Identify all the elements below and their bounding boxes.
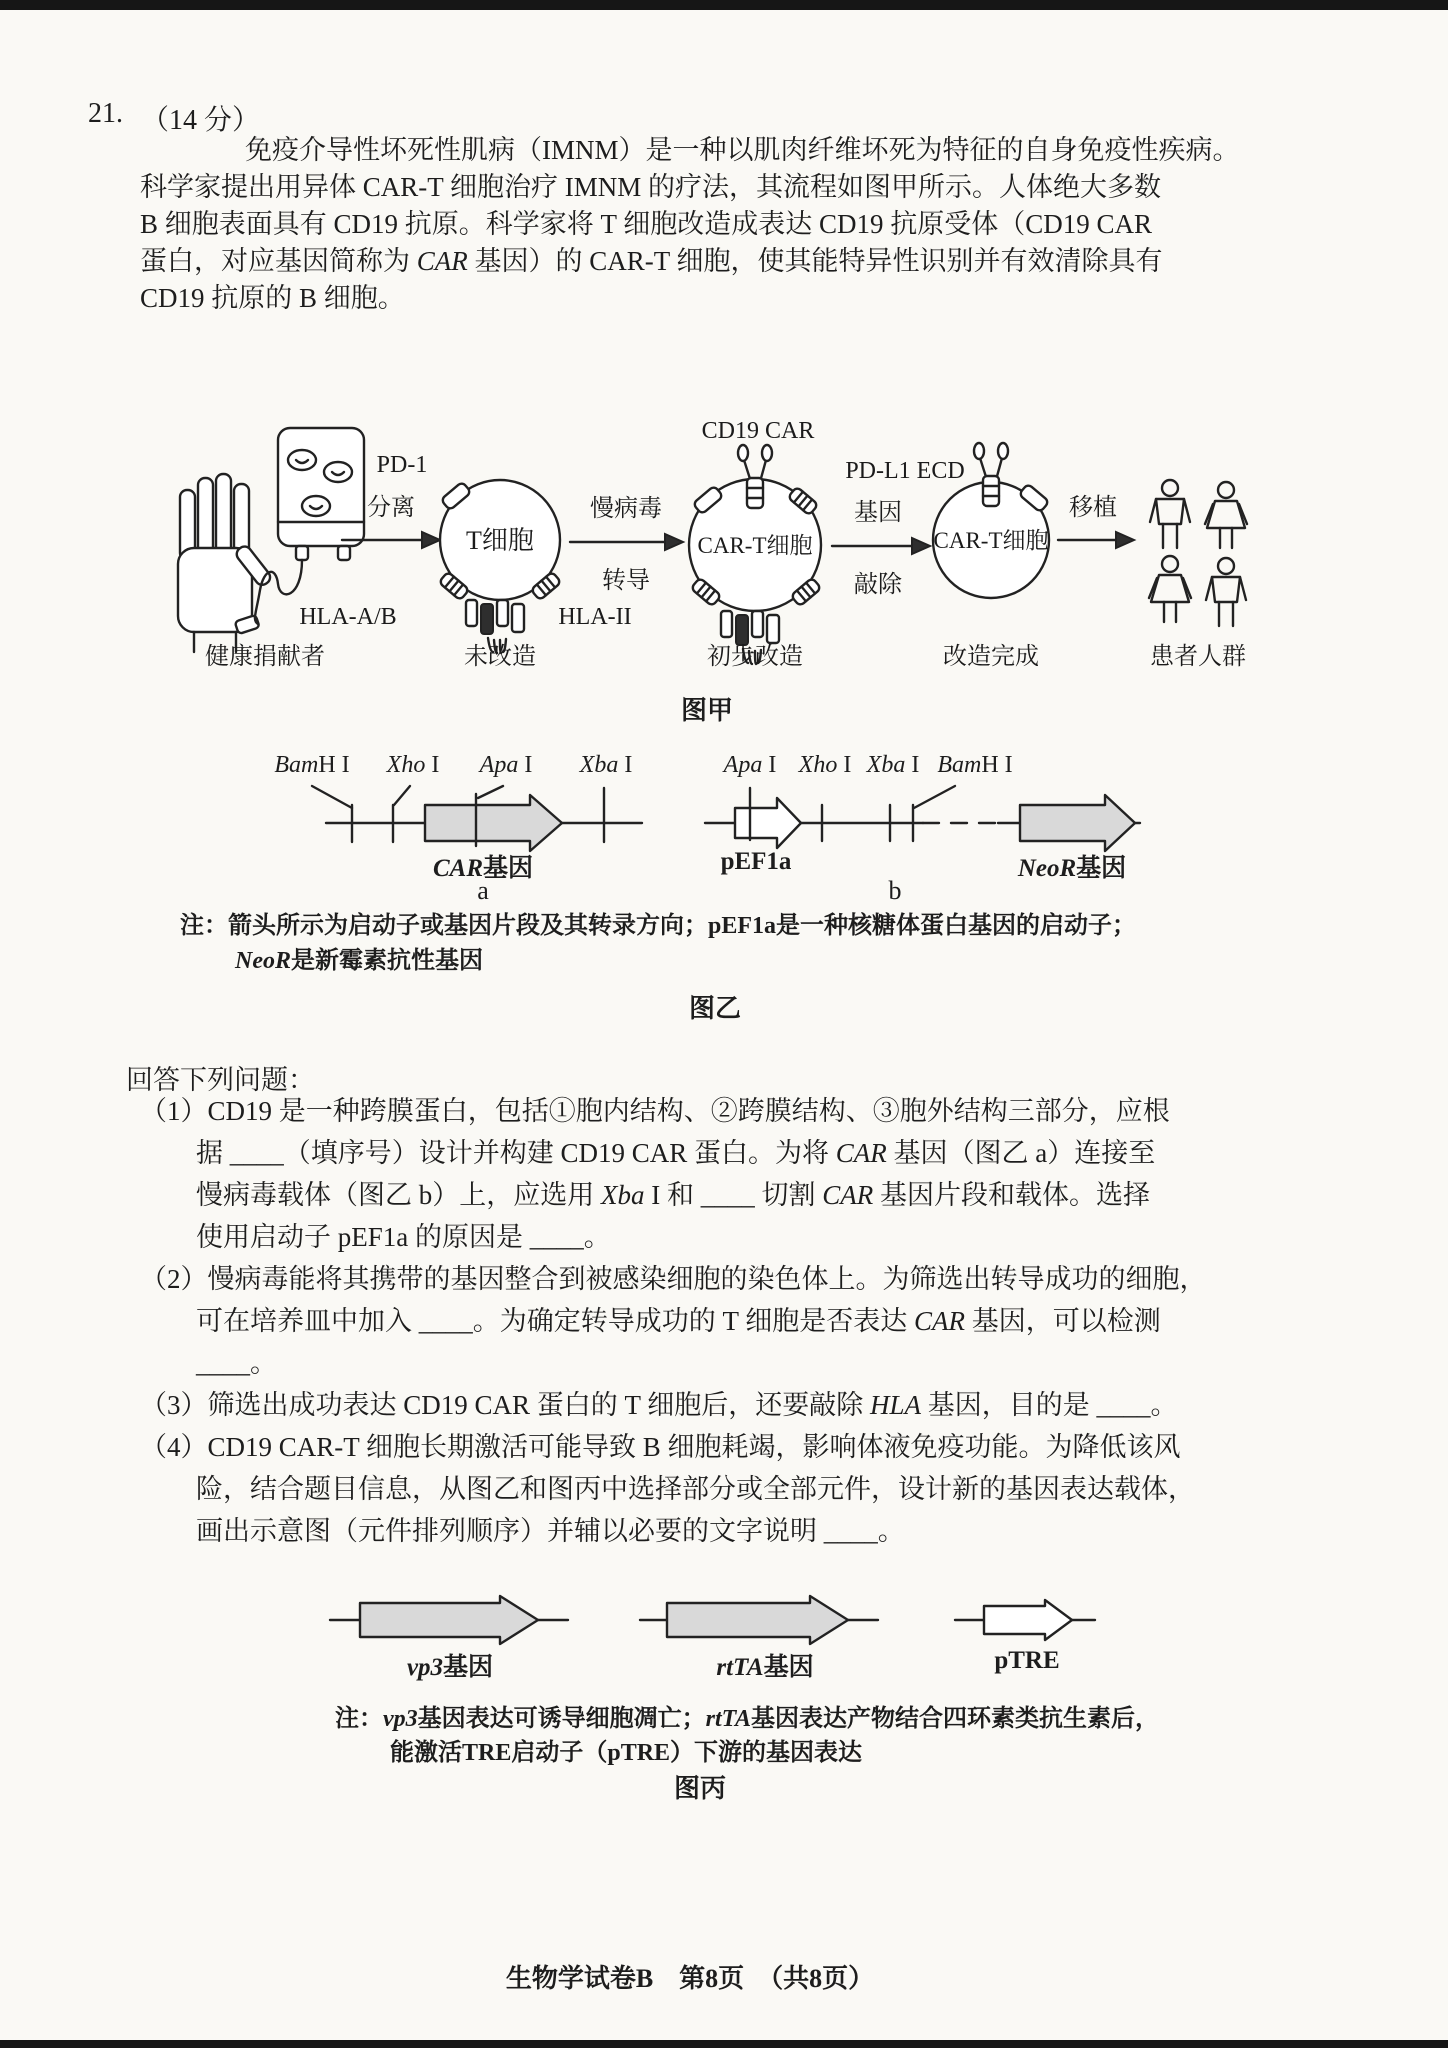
question-line: 使用启动子 pEF1a 的原因是 ____。 — [196, 1222, 611, 1252]
site-bamhi-a: BamH I — [274, 752, 350, 778]
t-cell-icon — [439, 480, 561, 653]
arrow-lentivirus-label-1: 慢病毒 — [590, 496, 662, 522]
question-number: 21. — [88, 98, 123, 129]
vp3-gene-arrow — [330, 1596, 568, 1644]
arrow-transplant-label: 移植 — [1069, 495, 1117, 521]
site-xbai-a: Xba I — [579, 752, 633, 778]
site-xhoi-b: Xho I — [798, 752, 852, 778]
arrow-lentivirus-label-2: 转导 — [602, 568, 650, 594]
arrow-separate-label: 分离 — [367, 495, 415, 521]
page-footer: 生物学试卷B 第8页 （共8页） — [505, 1964, 875, 1993]
site-apai-a: Apa I — [479, 752, 533, 778]
question-line: （2）慢病毒能将其携带的基因整合到被感染细胞的染色体上。为筛选出转导成功的细胞， — [140, 1264, 1207, 1294]
scan-edge-bottom — [0, 2040, 1448, 2048]
question-line: 据 ____（填序号）设计并构建 CD19 CAR 蛋白。为将 CAR 基因（图乙 a）连接至 — [196, 1138, 1156, 1168]
question-line: 险，结合题目信息，从图乙和图丙中选择部分或全部元件，设计新的基因表达载体， — [196, 1474, 1195, 1504]
site-xbai-b: Xba I — [866, 752, 920, 778]
pef1a-label: pEF1a — [720, 848, 792, 875]
question-line: （4）CD19 CAR-T 细胞长期激活可能导致 B 细胞耗竭，影响体液免疫功能。为降低该风 — [140, 1432, 1181, 1462]
figure-jia — [150, 420, 1310, 680]
figure-yi — [200, 750, 1190, 910]
question-line: （3）筛选出成功表达 CD19 CAR 蛋白的 T 细胞后，还要敲除 HLA 基因，目的是 ____。 — [140, 1390, 1178, 1420]
figure-bing-caption: 图丙 — [673, 1774, 726, 1803]
site-apai-b: Apa I — [723, 752, 777, 778]
question-line: （1）CD19 是一种跨膜蛋白，包括①胞内结构、②跨膜结构、③胞外结构三部分，应根 — [140, 1096, 1170, 1126]
t-cell-label: T细胞 — [466, 526, 534, 555]
intro-line: 蛋白，对应基因简称为 CAR 基因）的 CAR-T 细胞，使其能特异性识别并有效清除具有 — [140, 246, 1163, 276]
figure-yi-note-line1: 注：箭头所示为启动子或基因片段及其转录方向；pEF1a是一种核糖体蛋白基因的启动子； — [180, 913, 1137, 939]
construct-b-tag: b — [888, 876, 902, 905]
arrow-transplant — [1058, 532, 1134, 548]
construct-a-tag: a — [477, 876, 489, 905]
rtta-gene-label: rtTA基因 — [716, 1654, 814, 1681]
intro-line: 免疫介导性坏死性肌病（IMNM）是一种以肌肉纤维坏死为特征的自身免疫性疾病。 — [245, 135, 1240, 165]
car-gene-label: CAR基因 — [432, 855, 534, 882]
stage-complete-label: 改造完成 — [943, 644, 1039, 670]
arrow-lentivirus — [570, 534, 683, 550]
intro-line: B 细胞表面具有 CD19 抗原。科学家将 T 细胞改造成表达 CD19 抗原受体（CD19 CAR — [140, 209, 1153, 239]
question-line: ____。 — [196, 1348, 277, 1378]
answer-prompt: 回答下列问题： — [126, 1065, 315, 1095]
scan-edge-top — [0, 0, 1448, 10]
cd19-car-label: CD19 CAR — [701, 418, 815, 444]
patients-icon — [1149, 480, 1247, 626]
site-xhoi-a: Xho I — [386, 752, 440, 778]
questions-block — [140, 1090, 1400, 1552]
car-gene-arrow — [425, 795, 562, 851]
hand-icon — [178, 474, 273, 652]
neor-gene-label: NeoR基因 — [1017, 855, 1127, 882]
arrow-knockout-label-1: 基因 — [854, 500, 902, 526]
rtta-gene-arrow — [640, 1596, 878, 1644]
intro-line: CD19 抗原的 B 细胞。 — [140, 283, 405, 313]
question-line: 慢病毒载体（图乙 b）上，应选用 Xba I 和 ____ 切割 CAR 基因片段和载体。选择 — [196, 1180, 1150, 1210]
donor-label: 健康捐献者 — [205, 644, 325, 670]
hla-ab-label: HLA-A/B — [299, 604, 397, 630]
figure-jia-caption: 图甲 — [680, 696, 733, 725]
car-t-cell-final-label: CAR-T细胞 — [933, 528, 1049, 553]
figure-yi-caption: 图乙 — [688, 994, 741, 1023]
question-score: （14 分） — [141, 105, 261, 136]
car-t-cell-label: CAR-T细胞 — [697, 533, 813, 558]
ptre-label: pTRE — [994, 1647, 1060, 1674]
construct-a-drawing — [312, 786, 642, 851]
figure-bing-note-line1: 注：vp3基因表达可诱导细胞凋亡；rtTA基因表达产物结合四环素类抗生素后， — [335, 1706, 1160, 1732]
patients-label: 患者人群 — [1150, 644, 1246, 670]
pdl1-ecd-label: PD-L1 ECD — [845, 458, 965, 484]
intro-paragraph — [140, 132, 1400, 317]
pd1-label: PD-1 — [376, 452, 428, 478]
pef1a-promoter-arrow — [735, 798, 801, 848]
arrow-knockout-label-2: 敲除 — [854, 572, 902, 598]
question-line: 可在培养皿中加入 ____。为确定转导成功的 T 细胞是否表达 CAR 基因，可以检测 — [196, 1306, 1161, 1336]
intro-line: 科学家提出用异体 CAR-T 细胞治疗 IMNM 的疗法，其流程如图甲所示。人体绝大多数 — [140, 172, 1162, 202]
ptre-promoter-arrow — [955, 1600, 1095, 1640]
site-bamhi-b: BamH I — [937, 752, 1013, 778]
arrow-knockout — [832, 538, 930, 554]
vp3-gene-label: vp3基因 — [406, 1654, 494, 1681]
hla-ii-label: HLA-II — [558, 604, 632, 630]
figure-bing — [300, 1595, 1100, 1715]
stage-initial-label: 初步改造 — [707, 644, 803, 670]
figure-bing-note-line2: 能激活TRE启动子（pTRE）下游的基因表达 — [390, 1740, 863, 1766]
question-line: 画出示意图（元件排列顺序）并辅以必要的文字说明 ____。 — [196, 1516, 905, 1546]
stage-unmodified-label: 未改造 — [464, 644, 536, 670]
blood-bag-icon — [255, 428, 364, 624]
neor-gene-arrow — [1020, 795, 1135, 851]
figure-yi-note-line2: NeoR是新霉素抗性基因 — [235, 948, 483, 974]
construct-b-drawing — [705, 786, 1140, 851]
